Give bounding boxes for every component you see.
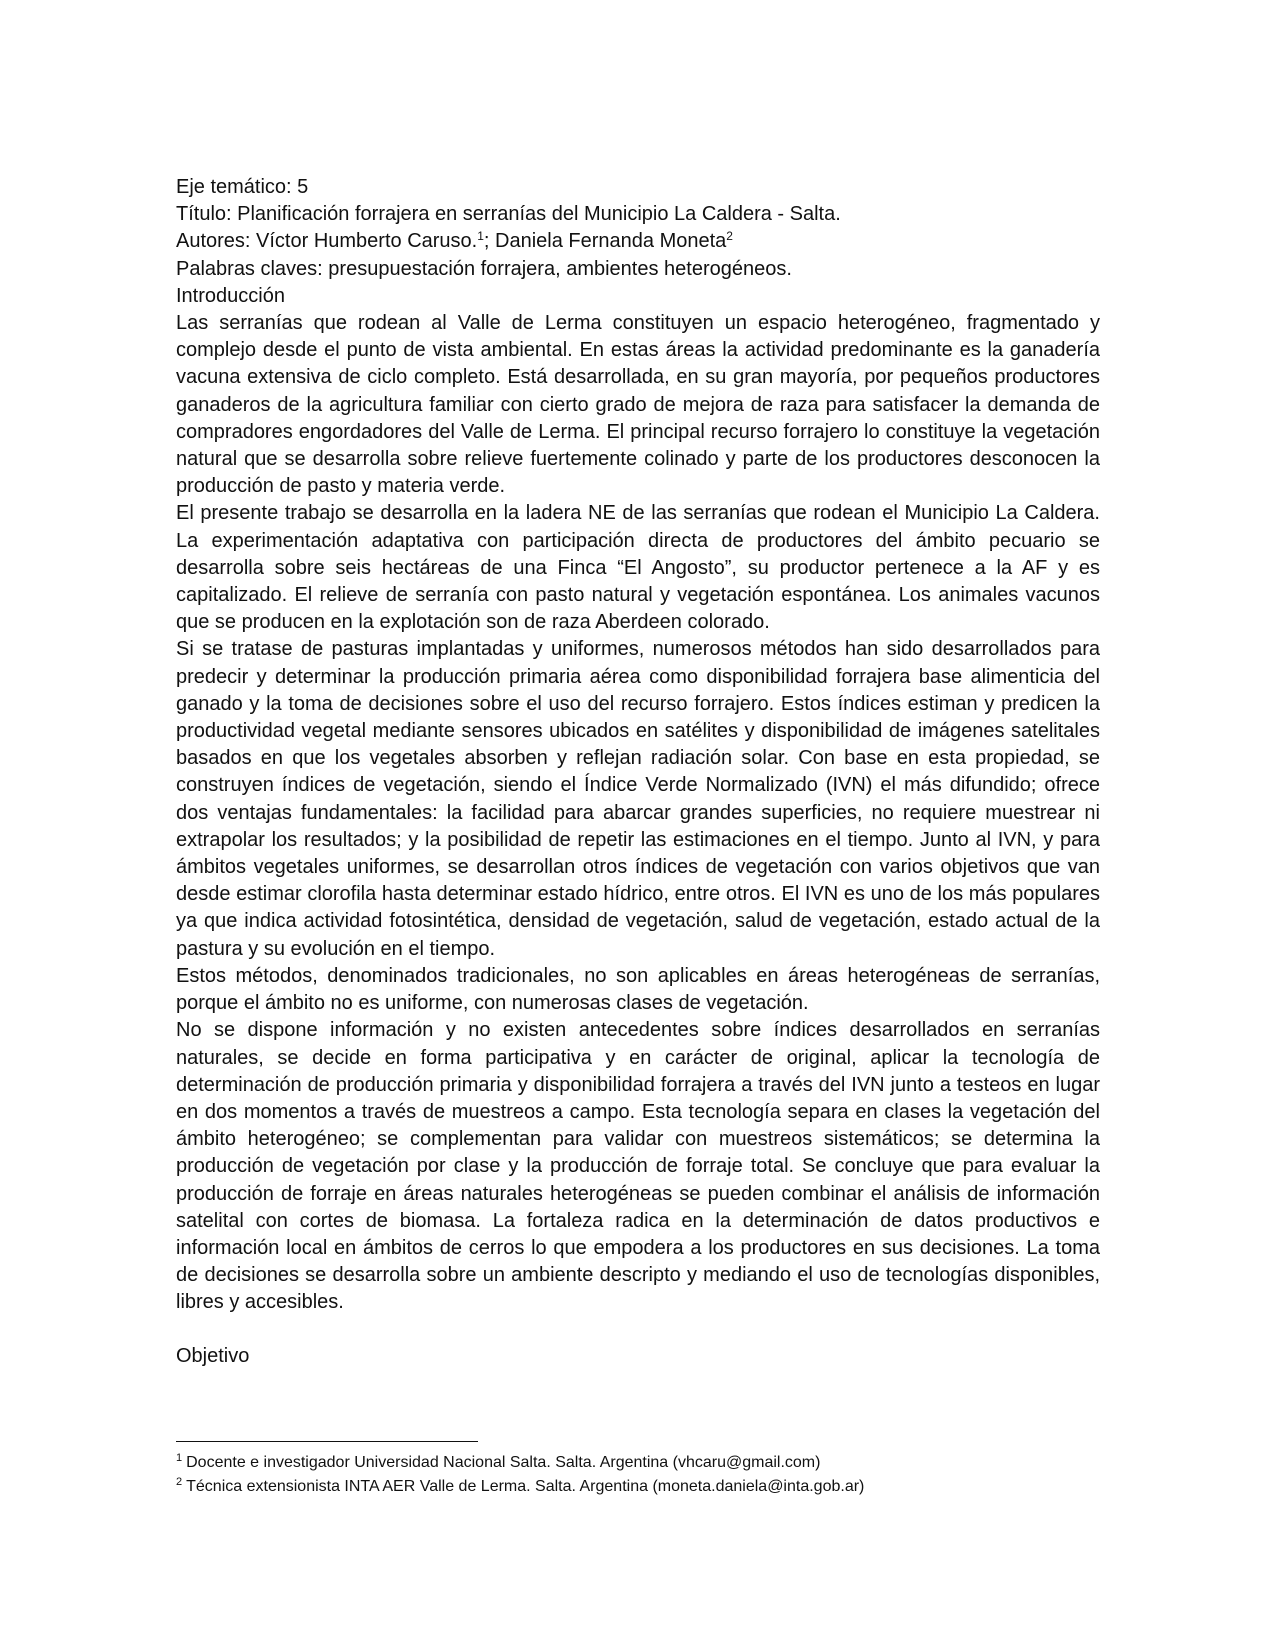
footnote-1-text: Docente e investigador Universidad Nacional Salta. Salta. Argentina (vhcaru@gmail.com) <box>186 1454 821 1471</box>
authors-second: ; Daniela Fernanda Moneta <box>483 230 727 253</box>
footnote-1-mark: 1 <box>176 1452 183 1464</box>
footnote-1 <box>176 1451 1116 1475</box>
document-body <box>176 174 1100 1370</box>
footnote-ref-2[interactable]: 2 <box>726 229 733 244</box>
footnote-ref-1[interactable]: 1 <box>477 229 484 244</box>
paper-title: Título: Planificación forrajera en serranías del Municipio La Caldera - Salta. <box>176 203 841 226</box>
authors-prefix: Autores: Víctor Humberto Caruso. <box>176 230 478 253</box>
keywords-line: Palabras claves: presupuestación forrajera, ambientes heterogéneos. <box>176 257 792 280</box>
thematic-axis: Eje temático: 5 <box>176 176 309 198</box>
paragraph-5: No se dispone información y no existen antecedentes sobre índices desarrollados en serranías naturales, se decide en forma participativa y en carácter de original, aplicar la tecnología de determinación de producción primaria y disponibilidad forrajera a través del IVN junto a testeos en lugar en dos momentos a través de muestreos a campo. Esta tecnología separa en clases la vegetación del ámbito heterogéneo; se complementan para validar con muestreos sistemáticos; se determina la producción de vegetación por clase y la producción de forraje total. Se concluye que para evaluar la producción de forraje en áreas naturales heterogéneas se pueden combinar el análisis de información satelital con cortes de biomasa. La fortaleza radica en la determinación de datos productivos e información local en ámbitos de cerros lo que empodera a los productores en sus decisiones. La toma de decisiones se desarrolla sobre un ambiente descripto y mediando el uso de tecnologías disponibles, libres y accesibles. <box>176 1019 1100 1314</box>
authors-line <box>176 228 1100 255</box>
footnote-separator <box>176 1441 478 1442</box>
footnote-2 <box>176 1475 1116 1499</box>
footnote-2-text: Técnica extensionista INTA AER Valle de Lerma. Salta. Argentina (moneta.daniela@inta.gob.ar) <box>186 1478 865 1495</box>
footnote-2-mark: 2 <box>176 1476 183 1488</box>
paragraph-3: Si se tratase de pasturas implantadas y uniformes, numerosos métodos han sido desarrollados para predecir y determinar la producción primaria aérea como disponibilidad forrajera base alimenticia del ganado y la toma de decisiones sobre el uso del recurso forrajero. Estos índices estiman y predicen la productividad vegetal mediante sensores ubicados en satélites y disponibilidad de imágenes satelitales basados en que los vegetales absorben y reflejan radiación solar. Con base en esta propiedad, se construyen índices de vegetación, siendo el Índice Verde Normalizado (IVN) el más difundido; ofrece dos ventajas fundamentales: la facilidad para abarcar grandes superficies, no requiere muestrear ni extrapolar los resultados; y la posibilidad de repetir las estimaciones en el tiempo. Junto al IVN, y para ámbitos vegetales uniformes, se desarrollan otros índices de vegetación con varios objetivos que van desde estimar clorofila hasta determinar estado hídrico, entre otros. El IVN es uno de los más populares ya que indica actividad fotosintética, densidad de vegetación, salud de vegetación, estado actual de la pastura y su evolución en el tiempo. <box>176 638 1100 960</box>
section-spacer <box>176 1317 1100 1343</box>
paragraph-1: Las serranías que rodean al Valle de Lerma constituyen un espacio heterogéneo, fragmentado y complejo desde el punto de vista ambiental. En estas áreas la actividad predominante es la ganadería vacuna extensiva de ciclo completo. Está desarrollada, en su gran mayoría, por pequeños productores ganaderos de la agricultura familiar con cierto grado de mejora de raza para satisfacer la demanda de compradores engordadores del Valle de Lerma. El principal recurso forrajero lo constituye la vegetación natural que se desarrolla sobre relieve fuertemente colinado y parte de los productores desconocen la producción de pasto y materia verde. <box>176 312 1100 498</box>
paragraph-4: Estos métodos, denominados tradicionales, no son aplicables en áreas heterogéneas de serranías, porque el ámbito no es uniforme, con numerosas clases de vegetación. <box>176 964 1100 1015</box>
footnotes <box>176 1451 1116 1499</box>
paragraph-2: El presente trabajo se desarrolla en la ladera NE de las serranías que rodean el Municipio La Caldera. La experimentación adaptativa con participación directa de productores del ámbito pecuario se desarrolla sobre seis hectáreas de una Finca “El Angosto”, su productor pertenece a la AF y es capitalizado. El relieve de serranía con pasto natural y vegetación espontánea. Los animales vacunos que se producen en la explotación son de raza Aberdeen colorado. <box>176 502 1100 634</box>
introduction-heading: Introducción <box>176 284 285 307</box>
objective-heading: Objetivo <box>176 1344 250 1367</box>
